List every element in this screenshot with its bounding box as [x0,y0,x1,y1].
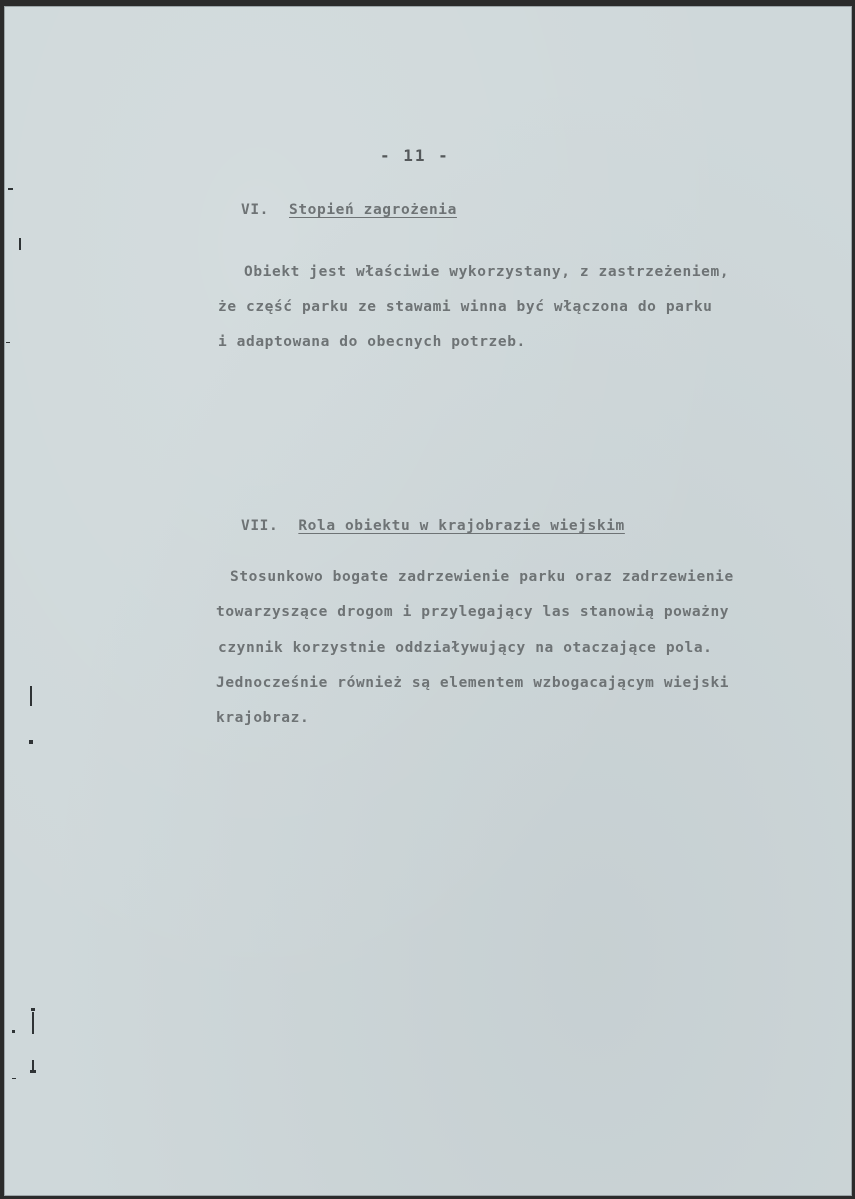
scan-mark [29,740,33,744]
section-title: Stopień zagrożenia [289,202,457,218]
paragraph-line: Obiekt jest właściwie wykorzystany, z zastrzeżeniem, [244,264,730,280]
section-heading-vii [241,518,625,534]
section-heading-vi [241,202,457,218]
scan-mark [31,1008,35,1011]
scan-mark [8,188,13,190]
scan-mark [30,1070,36,1073]
scan-mark [32,1060,34,1070]
scan-mark [30,686,32,706]
paragraph-line: i adaptowana do obecnych potrzeb. [218,334,526,350]
paragraph-line: krajobraz. [216,710,310,726]
section-number: VII. [241,518,279,534]
paragraph-line: Jednocześnie również są elementem wzbogacającym wiejski [216,675,730,691]
scan-mark [19,238,21,250]
paragraph-line: Stosunkowo bogate zadrzewienie parku oraz zadrzewienie [230,569,734,585]
section-number: VI. [241,202,269,218]
paragraph-line: że część parku ze stawami winna być włączona do parku [218,299,713,315]
document-page [4,6,852,1196]
scan-mark [12,1078,16,1079]
section-title: Rola obiektu w krajobrazie wiejskim [298,518,625,534]
paragraph-line: czynnik korzystnie oddziaływujący na otaczające pola. [218,640,713,656]
scan-mark [6,342,10,343]
scan-mark [12,1030,15,1033]
page-number: - 11 - [380,146,450,165]
scan-mark [32,1012,34,1034]
paragraph-line: towarzyszące drogom i przylegający las stanowią poważny [216,604,730,620]
